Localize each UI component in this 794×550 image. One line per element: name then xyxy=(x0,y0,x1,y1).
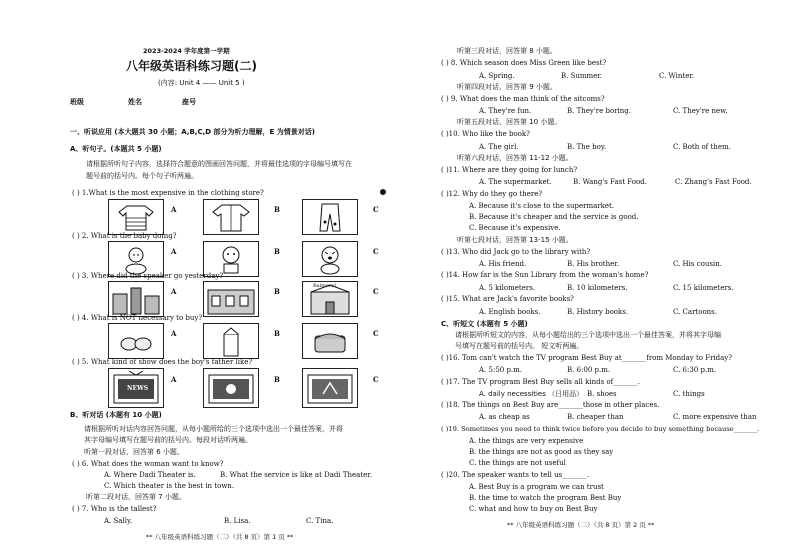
baby-crying-image xyxy=(302,241,358,277)
part1-heading: 一、听说应用 (本大题共 30 小题；A,B,C,D 部分为听力理解，E 为情景对话) xyxy=(70,128,315,136)
question-12: ( )12. Why do they go there? xyxy=(441,190,543,198)
q7-option-b: B. Lisa. xyxy=(224,517,251,525)
q9-option-a: A. They're fun. xyxy=(479,107,532,115)
tv-cartoon-image xyxy=(203,368,259,408)
shops-image xyxy=(203,281,259,317)
dialogue-7-note: 听第七段对话，回答第 13-15 小题。 xyxy=(457,236,573,244)
question-9: ( ) 9. What does the man think of the sitcoms? xyxy=(441,95,605,103)
question-6: ( ) 6. What does the woman want to know? xyxy=(72,460,224,468)
q17-option-c: C. things xyxy=(673,390,705,398)
option-b-label: B xyxy=(274,205,280,214)
q6-option-a: A. Where Dadi Theater is. xyxy=(104,471,196,479)
section-b-heading: B、听对话 (本题有 10 小题) xyxy=(70,411,162,419)
dialogue-4-note: 听第四段对话，回答第 9 小题。 xyxy=(457,83,557,91)
milk-image xyxy=(203,323,259,359)
q12-option-c: C. Because it's expensive. xyxy=(469,224,561,232)
q13-option-b: B. His brother. xyxy=(567,260,620,268)
option-a-label: A xyxy=(171,329,177,338)
dialogue-3-note: 听第三段对话，回答第 8 小题。 xyxy=(457,47,557,55)
q18-option-a: A. as cheap as xyxy=(479,413,530,421)
q15-option-c: C. Cartoons. xyxy=(673,308,717,316)
question-16: ( )16. Tom can't watch the TV program Best Buy at_______from Monday to Friday? xyxy=(441,354,733,362)
q14-option-b: B. 10 kilometers. xyxy=(567,284,628,292)
option-b-label: B xyxy=(274,329,280,338)
q6-option-b: B. What the service is like at Dadi Theater. xyxy=(220,471,373,479)
tv-sports-image xyxy=(302,368,358,408)
option-a-label: A xyxy=(171,247,177,256)
q7-option-c: C. Tina. xyxy=(306,517,334,525)
q12-option-a: A. Because it's close to the supermarket. xyxy=(469,202,615,210)
section-a-instructions-2: 题号前的括号内。每个句子听两遍。 xyxy=(86,172,198,180)
q18-option-c: C. more expensive than xyxy=(673,413,757,421)
q9-option-c: C. They're new. xyxy=(673,107,728,115)
q11-option-c: C. Zhang's Fast Food. xyxy=(675,178,752,186)
q13-option-c: C. His cousin. xyxy=(673,260,722,268)
sweater-image xyxy=(108,199,164,235)
option-c-label: C xyxy=(373,375,379,384)
question-10: ( )10. Who like the book? xyxy=(441,130,530,138)
section-c-instructions-2: 号填写在题号前的括号内。 短文听两遍。 xyxy=(455,342,584,350)
q11-option-a: A. The supermarket. xyxy=(479,178,552,186)
q15-option-b: B. History books. xyxy=(567,308,629,316)
option-a-label: A xyxy=(171,287,177,296)
q14-option-a: A. 5 kilometers. xyxy=(479,284,536,292)
question-1: ( ) 1.What is the most expensive in the clothing store? xyxy=(72,189,264,197)
margin-dot xyxy=(380,189,386,195)
section-b-instructions-2: 其字母编号填写在题号前的括号内。每段对话听两遍。 xyxy=(84,436,252,444)
q9-option-b: B. They're boring. xyxy=(567,107,632,115)
question-3: ( ) 3. Where did the speaker go yesterday? xyxy=(72,272,224,280)
q10-option-b: B. The boy. xyxy=(567,143,607,151)
building-image xyxy=(302,281,358,317)
q8-option-c: C. Winter. xyxy=(659,72,695,80)
pants-image xyxy=(302,199,358,235)
question-2: ( ) 2. What is the baby doing? xyxy=(72,232,177,240)
street-image xyxy=(108,281,164,317)
question-4: ( ) 4. What is NOT necessary to buy? xyxy=(72,314,203,322)
question-19: ( )19. Sometimes you need to think twice before you decide to buy something because_______. xyxy=(441,425,760,433)
dialogue-1-note: 听第一段对话，回答第 6 小题。 xyxy=(84,448,184,456)
school-year: 2023-2024 学年度第一学期 xyxy=(143,47,230,55)
building-sign: Balmoral xyxy=(313,283,336,289)
q16-option-c: C. 6:30 p.m. xyxy=(673,366,717,374)
content-range: (内容: Unit 4 —— Unit 5 ) xyxy=(158,79,245,87)
section-a-instructions: 请根据所听句子内容，选择符合题意的图画回答问题，并将最佳选项的字母编号填写在 xyxy=(86,160,352,168)
question-5: ( ) 5. What kind of show does the boy's father like? xyxy=(72,358,253,366)
option-b-label: B xyxy=(274,375,280,384)
option-a-label: A xyxy=(171,375,177,384)
q18-option-b: B. cheaper than xyxy=(567,413,624,421)
question-20: ( )20. The speaker wants to tell us_______. xyxy=(441,471,589,479)
question-7: ( ) 7. Who is the tallest? xyxy=(72,505,157,513)
bread-image xyxy=(302,323,358,359)
q13-option-a: A. His friend. xyxy=(479,260,527,268)
option-c-label: C xyxy=(373,247,379,256)
question-13: ( )13. Who did Jack go to the library with? xyxy=(441,248,591,256)
q8-option-a: A. Spring. xyxy=(479,72,515,80)
dialogue-6-note: 听第六段对话，回答第 11-12 小题。 xyxy=(457,154,573,162)
dialogue-5-note: 听第五段对话，回答第 10 小题。 xyxy=(457,118,562,126)
tv-news-image xyxy=(108,368,164,408)
q20-option-c: C. what and how to buy on Best Buy xyxy=(469,505,598,513)
class-field: 班级 xyxy=(70,98,84,106)
question-11: ( )11. Where are they going for lunch? xyxy=(441,166,578,174)
q15-option-a: A. English books. xyxy=(479,308,541,316)
q8-option-b: B. Summer. xyxy=(561,72,603,80)
q6-option-c: C. Which theater is the best in town. xyxy=(104,482,235,490)
option-b-label: B xyxy=(274,287,280,296)
name-field: 姓名 xyxy=(128,98,142,106)
q14-option-c: C. 15 kilometers. xyxy=(673,284,734,292)
section-c-instructions: 请根据所听短文的内容，从每小题给出的三个选项中选出一个最佳答案，并将其字母编 xyxy=(455,331,721,339)
news-text: NEWS xyxy=(127,385,149,392)
q20-option-b: B. the time to watch the program Best Buy xyxy=(469,494,622,502)
option-a-label: A xyxy=(171,205,177,214)
page-footer: ** 八年级英语科练习题（二）（共 8 页）第 2 页 ** xyxy=(507,521,655,529)
q12-option-b: B. Because it's cheaper and the service is good. xyxy=(469,213,639,221)
q19-option-b: B. the things are not as good as they say xyxy=(469,448,614,456)
eggs-image xyxy=(108,323,164,359)
shirt-image xyxy=(203,199,259,235)
q7-option-a: A. Sally. xyxy=(104,517,133,525)
q20-option-a: A. Best Buy is a program we can trust xyxy=(469,483,604,491)
q10-option-c: C. Both of them. xyxy=(673,143,731,151)
question-14: ( )14. How far is the Sun Library from the woman's home? xyxy=(441,271,649,279)
q11-option-b: B. Wang's Fast Food. xyxy=(573,178,647,186)
option-c-label: C xyxy=(373,205,379,214)
q19-option-a: A. the things are very expensive xyxy=(469,437,584,445)
q17-option-b: B. shoes xyxy=(587,390,617,398)
q17-option-a: A. daily necessities （日用品） xyxy=(479,390,584,398)
q10-option-a: A. The girl. xyxy=(479,143,519,151)
question-8: ( ) 8. Which season does Miss Green like best? xyxy=(441,59,607,67)
page-2 xyxy=(397,0,794,550)
section-a-heading: A、听句子。(本题共 5 小题) xyxy=(70,145,162,153)
seat-field: 座号 xyxy=(182,98,196,106)
section-b-instructions: 请根据所听对话内容回答问题，从每小题所给的三个选项中选出一个最佳答案，并将 xyxy=(84,425,343,433)
option-b-label: B xyxy=(274,247,280,256)
option-c-label: C xyxy=(373,329,379,338)
page-footer: ** 八年级英语科练习题（二）（共 8 页）第 1 页 ** xyxy=(146,533,294,541)
dialogue-2-note: 听第二段对话，回答第 7 小题。 xyxy=(86,493,186,501)
question-17: ( )17. The TV program Best Buy sells all kinds of_______. xyxy=(441,378,640,386)
q16-option-b: B. 6:00 p.m. xyxy=(567,366,611,374)
section-c-heading: C、听短文 (本题有 5 小题) xyxy=(441,320,528,328)
q16-option-a: A. 5:50 p.m. xyxy=(479,366,523,374)
question-15: ( )15. What are Jack's favorite books? xyxy=(441,295,574,303)
question-18: ( )18. The things on Best Buy are_______those in other places. xyxy=(441,401,660,409)
page-title: 八年级英语科练习题(二) xyxy=(126,59,257,73)
q19-option-c: C. the things are not useful xyxy=(469,459,566,467)
option-c-label: C xyxy=(373,287,379,296)
